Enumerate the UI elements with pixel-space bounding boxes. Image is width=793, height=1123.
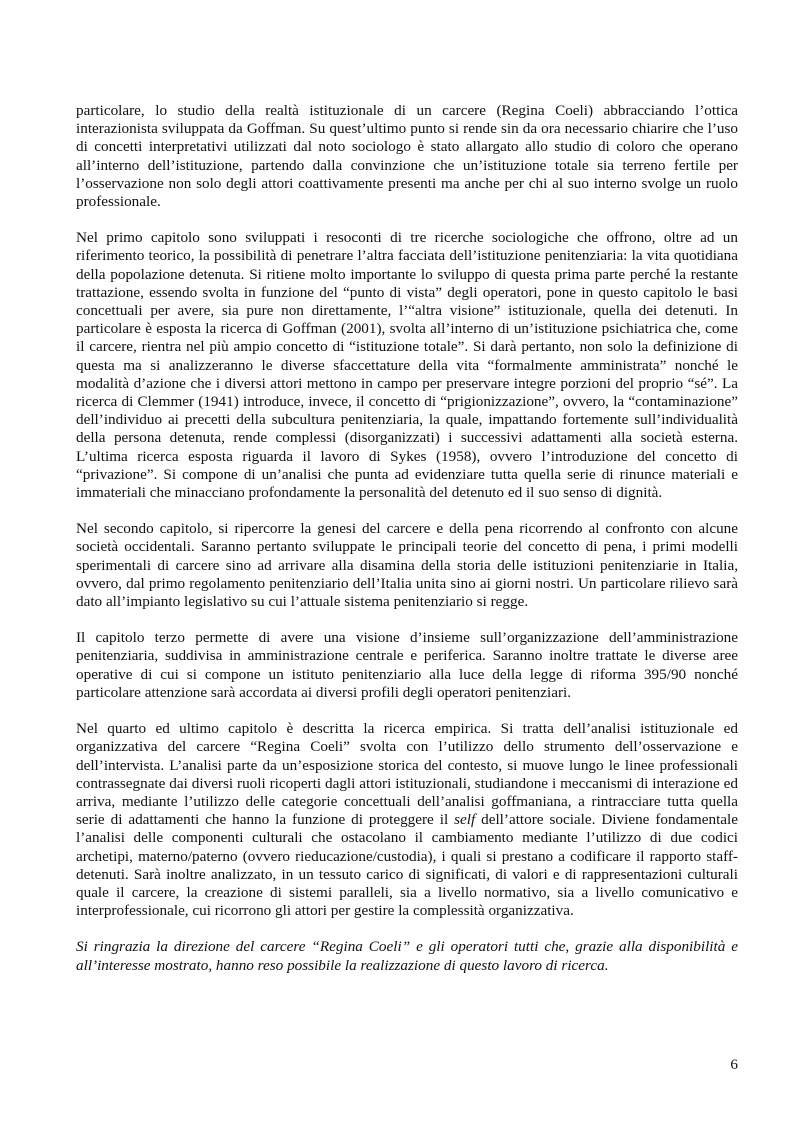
paragraph-1: particolare, lo studio della realtà istituzionale di un carcere (Regina Coeli) abbracciando l’ottica interazionista sviluppata da Goffman. Su quest’ultimo punto si rende sin da ora necessario chiarire che l’uso di concetti interpretativi utilizzati dal noto sociologo è stato allargato allo studio di coloro che operano all’interno dell’istituzione, partendo dalla convinzione che un’istituzione totale sia terreno fertile per l’osservazione non solo degli attori coattivamente presenti ma anche per chi al suo interno svolge un ruolo professionale. — [76, 102, 738, 211]
paragraph-3: Nel secondo capitolo, si ripercorre la genesi del carcere e della pena ricorrendo al confronto con alcune società occidentali. Saranno pertanto sviluppate le principali teorie del concetto di pena, i primi modelli sperimentali di carcere sino ad arrivare alla disamina della storia delle istituzioni penitenziarie in Italia, ovvero, dal primo regolamento penitenziario dell’Italia unita sino ai giorni nostri. Un particolare rilievo sarà dato all’impianto legislativo su cui l’attuale sistema penitenziario si regge. — [76, 520, 738, 611]
paragraph-5-text-b: dell’attore sociale. Diviene fondamentale l’analisi delle componenti culturali che ostacolano il cambiamento mediante l’utilizzo di due codici archetipi, materno/paterno (ovvero rieducazione/custodia), i quali si prestano a codificare il rapporto staff-detenuti. Sarà inoltre analizzato, in un tessuto carico di significati, di valori e di rappresentazioni culturali quale il carcere, la creazione di sistemi paralleli, sia a livello normativo, sia a livello comunicativo e interprofessionale, cui ricorrono gli attori per gestire la complessità organizzativa. — [76, 811, 738, 920]
paragraph-5 — [76, 720, 738, 920]
paragraph-2: Nel primo capitolo sono sviluppati i resoconti di tre ricerche sociologiche che offrono, oltre ad un riferimento teorico, la possibilità di penetrare l’altra facciata dell’istituzione penitenziaria: la vita quotidiana della popolazione detenuta. Si ritiene molto importante lo sviluppo di questa prima parte perché la restante trattazione, essendo svolta in funzione del “punto di vista” degli operatori, pone in questo capitolo le basi concettuali per avere, sia pure non direttamente, l’“altra visione” istituzionale, quella dei detenuti. In particolare è esposta la ricerca di Goffman (2001), svolta all’interno di un’istituzione psichiatrica che, come il carcere, rientra nel più ampio concetto di “istituzione totale”. Si darà pertanto, non solo la definizione di questa ma si analizzeranno le diverse sfaccettature della vita “formalmente amministrata” nonché le modalità d’azione che i diversi attori mettono in campo per preservare integre porzioni del proprio “sé”. La ricerca di Clemmer (1941) introduce, invece, il concetto di “prigionizzazione”, ovvero, la “contaminazione” dell’individuo ai precetti della subcultura penitenziaria, la quale, impattando fortemente sull’individualità della persona detenuta, rende complessi (disorganizzati) i successivi adattamenti alla società esterna. L’ultima ricerca esposta riguarda il lavoro di Sykes (1958), ovvero l’introduzione del concetto di “privazione”. Si compone di un’analisi che punta ad evidenziare tutta quella serie di rinunce materiali e immateriali che minacciano profondamente la personalità del detenuto ed il suo senso di dignità. — [76, 229, 738, 502]
italic-term-self: self — [454, 811, 476, 829]
page-number: 6 — [730, 1056, 738, 1073]
paragraph-4: Il capitolo terzo permette di avere una visione d’insieme sull’organizzazione dell’amministrazione penitenziaria, suddivisa in amministrazione centrale e periferica. Saranno inoltre trattate le diverse aree operative di cui si compone un istituto penitenziario alla luce della legge di riforma 395/90 nonché particolare attenzione sarà accordata ai diversi profili degli operatori penitenziari. — [76, 629, 738, 701]
page-body — [76, 102, 738, 993]
paragraph-5-text-a: Nel quarto ed ultimo capitolo è descritta la ricerca empirica. Si tratta dell’analisi istituzionale ed organizzativa del carcere “Regina Coeli” svolta con l’utilizzo dello strumento dell’osservazione e dell’intervista. L’analisi parte da un’esposizione storica del contesto, si muove lungo le linee professionali contrassegnate dai diversi ruoli ricoperti dagli attori istituzionali, studiandone i meccanismi di interazione ed arriva, mediante l’utilizzo delle categorie concettuali dell’analisi goffmaniana, a rintracciare tutta quella serie di adattamenti che hanno la funzione di proteggere il — [76, 720, 738, 829]
acknowledgement: Si ringrazia la direzione del carcere “Regina Coeli” e gli operatori tutti che, grazie alla disponibilità e all’interesse mostrato, hanno reso possibile la realizzazione di questo lavoro di ricerca. — [76, 938, 738, 974]
